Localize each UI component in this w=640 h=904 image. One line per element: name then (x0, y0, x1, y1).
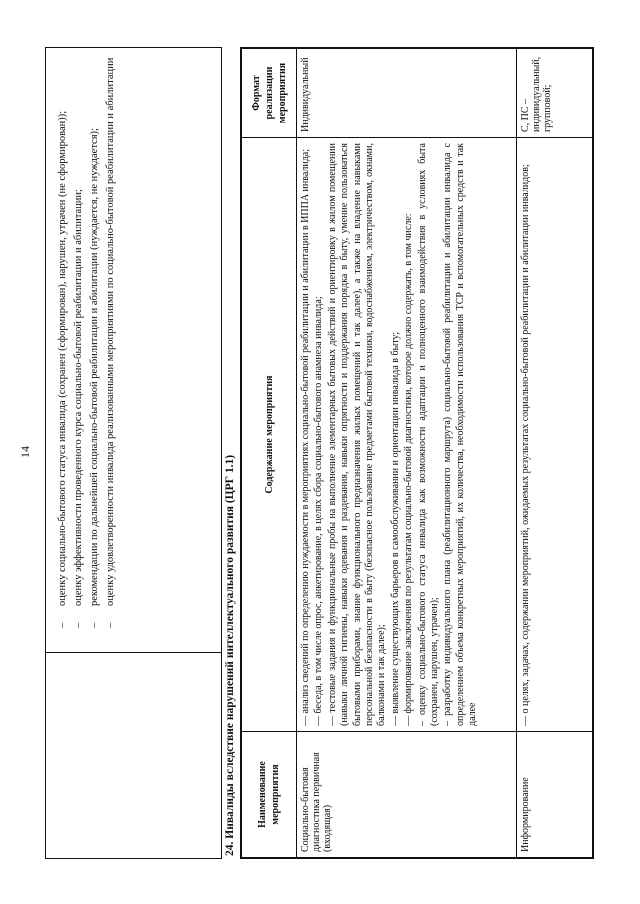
bullet-item: – оценку эффективности проведенного курса социально-бытовой реабилитации и абилитации; (72, 56, 86, 628)
upper-table-fragment (45, 47, 222, 859)
table-row (297, 49, 517, 858)
content-line: — выявление существующих барьеров в самообслуживании и ориентации инвалида в быту; (389, 331, 401, 726)
row-content-cell (517, 138, 593, 732)
header-name: Наименование мероприятия (242, 732, 297, 858)
header-content: Содержание мероприятия (242, 138, 297, 732)
header-format: Формат реализации мероприятия (242, 49, 297, 138)
row-name-cell: Социально-бытовая диагностика первичная (входящая) (297, 732, 517, 858)
content-line: — анализ сведений по определению нуждаемости в мероприятиях социально-бытовой реабилитации и абилитации в ИППА инвалида; (300, 148, 311, 726)
section-title: 24. Инвалиды вследствие нарушений интеллектуального развития (ЦРГ 1.1) (224, 454, 236, 856)
bullet-item: – рекомендации по дальнейшей социально-бытовой реабилитации и абилитации (нуждается, не нуждается); (88, 56, 102, 628)
upper-empty-column (46, 652, 221, 858)
row-content-cell (297, 138, 517, 732)
page-number: 14 (18, 446, 32, 458)
content-line: — беседа, в том числе опрос, анкетирование, в целях сбора социально-бытового анамнеза инвалида; (313, 296, 325, 726)
table-row (517, 49, 593, 858)
content-line: — формирование заключения по результатам социально-бытовой диагностики, которое должно содержать, в том числе: (403, 213, 415, 726)
row-format-cell: Индивидуальный (297, 49, 517, 138)
content-line: – оценку социально-бытового статуса инвалида как возможности адаптации и полноценного взаимодействия в условиях быта (сохранен, нарушен, утрачен); (416, 143, 441, 726)
measures-table (240, 47, 594, 859)
content-line: — о целях, задачах, содержании мероприятий, ожидаемых результатах социально-бытовой реабилитации и абилитации инвалидов; (520, 164, 531, 726)
row-name-cell: Информирование (517, 732, 593, 858)
row-format-cell: С, ПС – индивидуальный, групповой; (517, 49, 593, 138)
bullet-item: – оценку социально-бытового статуса инвалида (сохранен (сформирован), нарушен, утрачен (не сформирован)); (56, 56, 70, 628)
content-line: — тестовые задания и функциональные пробы на выполнение элементарных бытовых действий и ориентировку в жилом помещении (навыки личной гигиены, навыки одевания и раздевания, навыки опрятности и поддержания порядка в быту, умение пользоваться бытовыми приборами, знание функционального предназначения жилых помещений и так далее), а также на владение навыками персональной безопасности в быту (безопасное пользование предметами бытовой техники, водоснабжением, электричеством, окнами, балконами и так далее); (326, 143, 388, 726)
measures-table-grid (241, 48, 593, 858)
bullet-item: – оценку удовлетворенности инвалида реализованными мероприятиями по социально-бытовой реабилитации и абилитации (104, 56, 118, 628)
content-line: – разработку индивидуального плана (реабилитационного маршрута) социально-бытовой реабилитации и абилитации инвалида с определением объема конкретных мероприятий, их количества, необходимости использования ТСР и вспомогательных средств и так далее (442, 143, 479, 726)
table-header-row (242, 49, 297, 858)
